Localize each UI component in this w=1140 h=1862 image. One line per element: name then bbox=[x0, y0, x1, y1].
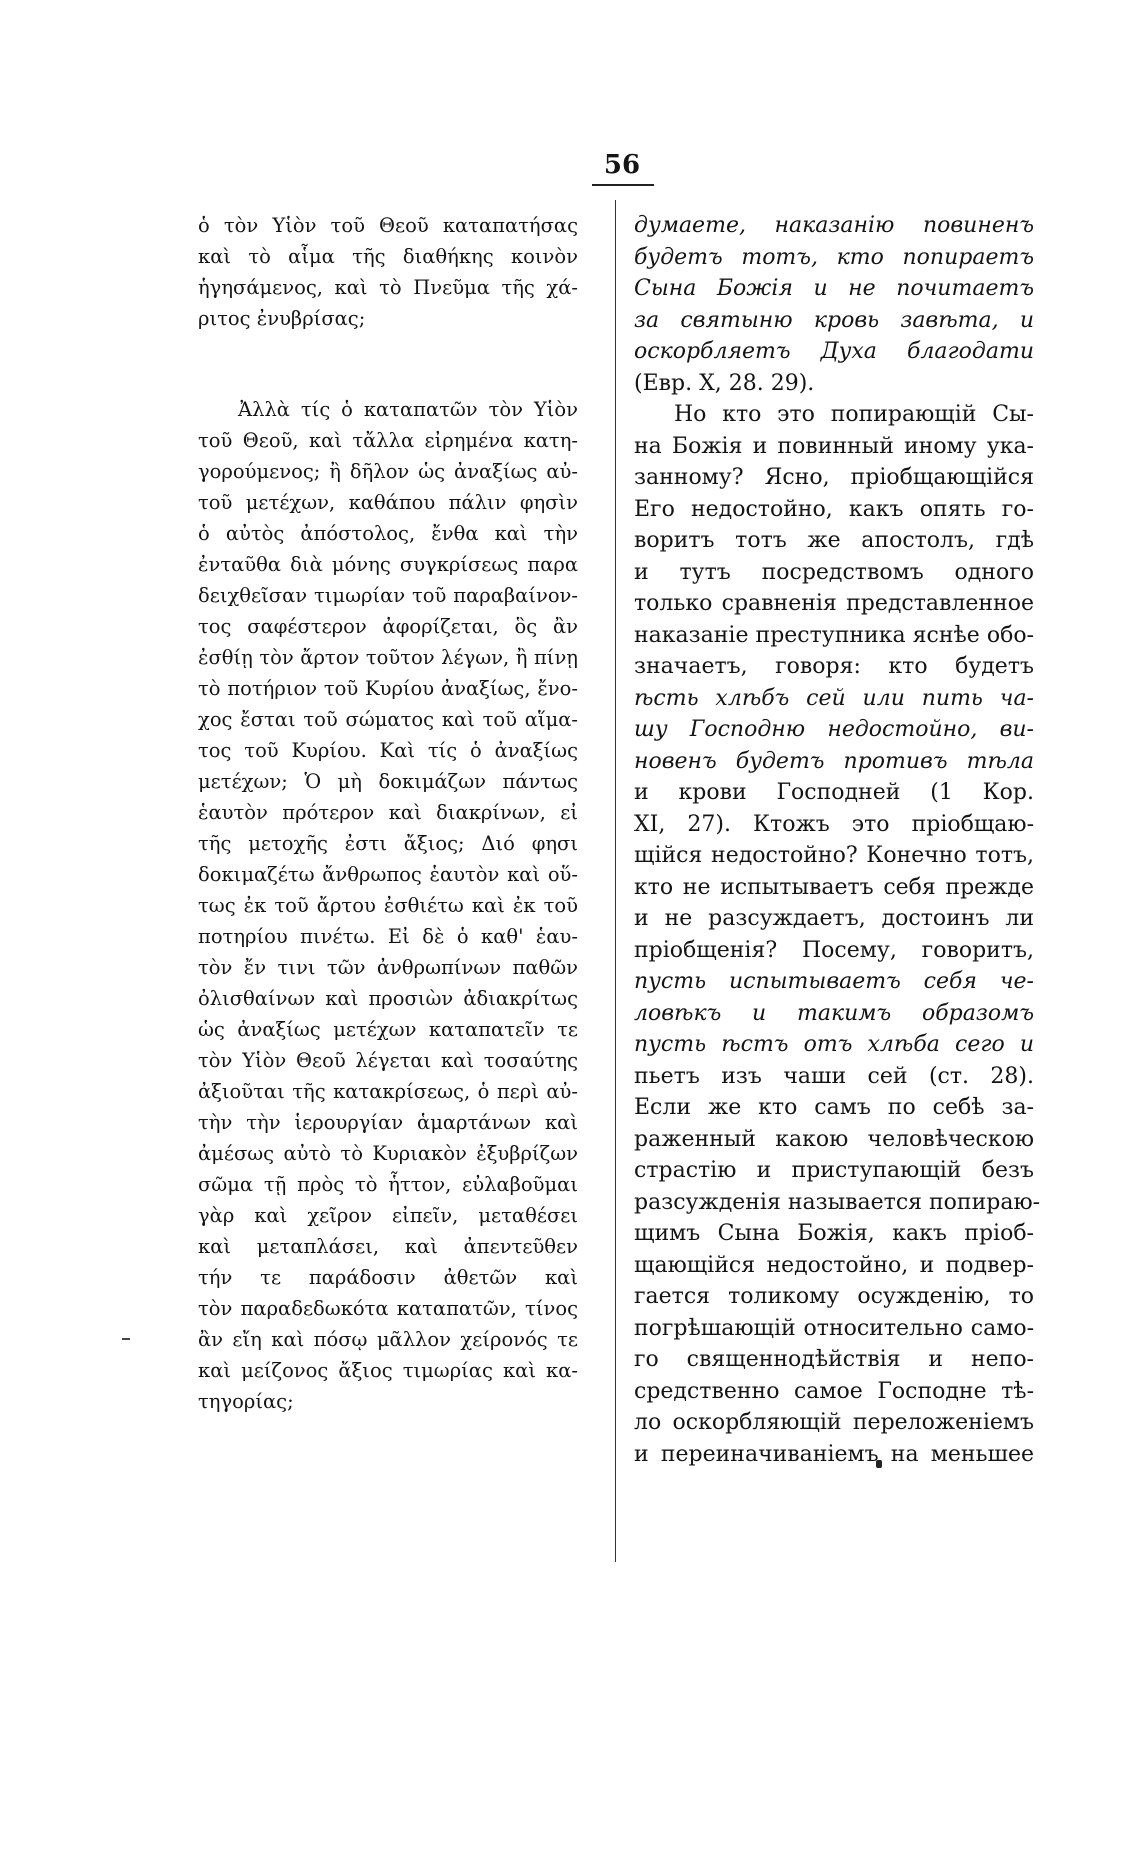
greek-line: μετέχων; Ὁ μὴ δοκιμάζων πάντως bbox=[198, 770, 578, 793]
russian-line: за святыню кровь завѣта, и bbox=[634, 307, 1034, 333]
page-number-rule bbox=[592, 184, 654, 186]
russian-line: значаетъ, говоря: кто будетъ bbox=[634, 654, 1034, 679]
russian-line: новенъ будетъ противъ тѣла bbox=[634, 748, 1034, 774]
russian-line: щимъ Сына Божія, какъ пріоб- bbox=[634, 1221, 1034, 1246]
russian-line: раженный какою человѣческою bbox=[634, 1126, 1034, 1152]
russian-line: XI, 27). Ктожъ это пріобщаю- bbox=[634, 811, 1034, 837]
russian-line: Его недостойно, какъ опять го- bbox=[634, 496, 1034, 522]
greek-line: ἀξιοῦται τῆς κατακρίσεως, ὁ περὶ αὐ- bbox=[198, 1080, 578, 1103]
greek-line: τὸν ἔν τινι τῶν ἀνθρωπίνων παθῶν bbox=[198, 956, 578, 979]
greek-line: τος τοῦ Κυρίου. Καὶ τίς ὁ ἀναξίως bbox=[198, 739, 578, 762]
russian-line: щающійся недостойно, и подвер- bbox=[634, 1252, 1034, 1278]
russian-line: го священнодѣйствія и непо- bbox=[634, 1347, 1034, 1372]
greek-line: τὸν Υἱὸν Θεοῦ λέγεται καὶ τοσαύτης bbox=[198, 1049, 578, 1072]
russian-line: и не разсуждаетъ, достоинъ ли bbox=[634, 906, 1034, 931]
greek-line: τοῦ μετέχων, καθάπου πάλιν φησὶν bbox=[198, 491, 578, 514]
russian-line: шу Господню недостойно, ви- bbox=[634, 717, 1034, 742]
russian-line: (Евр. X, 28. 29). bbox=[634, 370, 815, 396]
greek-line: καὶ μείζονος ἄξιος τιμωρίας καὶ κα- bbox=[198, 1359, 578, 1382]
greek-line: ὁ τὸν Υἱὸν τοῦ Θεοῦ καταπατήσας bbox=[198, 214, 578, 237]
greek-line: ἐσθίῃ τὸν ἄρτον τοῦτον λέγων, ἢ πίνῃ bbox=[198, 646, 578, 669]
russian-line: средственно самое Господне тѣ- bbox=[634, 1378, 1034, 1404]
russian-line: и тутъ посредствомъ одного bbox=[634, 559, 1034, 585]
russian-line: пьетъ изъ чаши сей (ст. 28). bbox=[634, 1063, 1034, 1089]
russian-line: думаете, наказанію повиненъ bbox=[634, 213, 1034, 238]
greek-paragraph-2 bbox=[198, 394, 578, 1417]
margin-mark bbox=[122, 1338, 130, 1340]
russian-line: пусть испытываетъ себя че- bbox=[634, 969, 1034, 994]
russian-line: оскорбляетъ Духа благодати bbox=[634, 339, 1034, 364]
greek-line: τηγορίας; bbox=[198, 1390, 294, 1413]
greek-line: ἂν εἴη καὶ πόσῳ μᾶλλον χείρονός τε bbox=[198, 1328, 578, 1351]
greek-line: χος ἔσται τοῦ σώματος καὶ τοῦ αἵμα- bbox=[198, 708, 578, 731]
russian-line: ѣсть хлѣбъ сей или пить ча- bbox=[634, 685, 1034, 711]
russian-line: ловѣкъ и такимъ образомъ bbox=[634, 1000, 1034, 1026]
greek-paragraph-1 bbox=[198, 210, 578, 334]
russian-line: страстію и приступающій безъ bbox=[634, 1158, 1034, 1183]
greek-line: ἐνταῦθα διὰ μόνης συγκρίσεως παρα bbox=[198, 553, 578, 576]
greek-line: γορούμενος; ἢ δῆλον ὡς ἀναξίως αὐ- bbox=[198, 460, 578, 483]
paragraph-gap bbox=[198, 334, 578, 394]
russian-line: и переиначиваніемъ на меньшее bbox=[634, 1441, 1034, 1467]
greek-line: γὰρ καὶ χεῖρον εἰπεῖν, μεταθέσει bbox=[198, 1204, 578, 1227]
greek-line: ὡς ἀναξίως μετέχων καταπατεῖν τε bbox=[198, 1018, 578, 1041]
greek-line: τὸ ποτήριον τοῦ Κυρίου ἀναξίως, ἔνο- bbox=[198, 677, 578, 700]
russian-column bbox=[634, 210, 1041, 1470]
russian-line: будетъ тотъ, кто попираетъ bbox=[634, 244, 1034, 270]
greek-line: ἡγησάμενος, καὶ τὸ Πνεῦμα τῆς χά- bbox=[198, 276, 578, 299]
greek-line: Ἀλλὰ τίς ὁ καταπατῶν τὸν Υἱὸν bbox=[238, 398, 578, 421]
greek-column bbox=[198, 210, 578, 1417]
russian-line: Но кто это попирающій Сы- bbox=[674, 402, 1034, 427]
page-number: 56 bbox=[603, 150, 641, 180]
russian-line: погрѣшающій относительно само- bbox=[634, 1315, 1034, 1341]
russian-line: пусть ѣстъ отъ хлѣба сего и bbox=[634, 1032, 1034, 1057]
russian-line: и крови Господней (1 Кор. bbox=[634, 780, 1034, 805]
russian-line: на Божія и повинный иному ука- bbox=[634, 433, 1034, 459]
greek-line: ριτος ἐνυβρίσας; bbox=[198, 307, 366, 330]
greek-line: τος σαφέστερον ἀφορίζεται, ὃς ἂν bbox=[198, 615, 578, 638]
russian-line: щійся недостойно? Конечно тотъ, bbox=[634, 843, 1034, 868]
greek-line: καὶ μεταπλάσει, καὶ ἀπεντεῦθεν bbox=[198, 1235, 578, 1258]
russian-line: Если же кто самъ по себѣ за- bbox=[634, 1095, 1034, 1120]
greek-line: δειχθεῖσαν τιμωρίαν τοῦ παραβαίνον- bbox=[198, 584, 578, 607]
greek-line: τως ἐκ τοῦ ἄρτου ἐσθιέτω καὶ ἐκ τοῦ bbox=[198, 894, 578, 917]
greek-line: καὶ τὸ αἷμα τῆς διαθήκης κοινὸν bbox=[198, 245, 578, 268]
greek-line: τὸν παραδεδωκότα καταπατῶν, τίνος bbox=[198, 1297, 578, 1320]
greek-line: σῶμα τῇ πρὸς τὸ ἧττον, εὐλαβοῦμαι bbox=[198, 1173, 578, 1196]
russian-line: занному? Ясно, пріобщающійся bbox=[634, 465, 1034, 490]
column-divider bbox=[615, 200, 616, 1562]
greek-line: ποτηρίου πινέτω. Εἰ δὲ ὁ καθ' ἑαυ- bbox=[198, 925, 578, 948]
russian-line: пріобщенія? Посему, говоритъ, bbox=[634, 937, 1034, 963]
greek-line: ὀλισθαίνων καὶ προσιὼν ἀδιακρίτως bbox=[198, 987, 578, 1010]
russian-line: Сына Божія и не почитаетъ bbox=[634, 276, 1034, 301]
greek-line: τῆς μετοχῆς ἐστι ἄξιος; Διό φησι bbox=[198, 832, 578, 855]
russian-line: разсужденія называется попираю- bbox=[634, 1189, 1041, 1215]
russian-line: только сравненія представленное bbox=[634, 591, 1034, 616]
russian-line: наказаніе преступника яснѣе обо- bbox=[634, 622, 1034, 648]
greek-line: ἀμέσως αὐτὸ τὸ Κυριακὸν ἐξυβρίζων bbox=[198, 1142, 578, 1165]
russian-line: кто не испытываетъ себя прежде bbox=[634, 874, 1034, 900]
greek-line: τὴν τὴν ἱερουργίαν ἁμαρτάνων καὶ bbox=[198, 1111, 578, 1134]
russian-line: воритъ тотъ же апостолъ, гдѣ bbox=[634, 528, 1034, 553]
greek-line: ὁ αὐτὸς ἀπόστολος, ἔνθα καὶ τὴν bbox=[198, 522, 578, 545]
greek-line: ἑαυτὸν πρότερον καὶ διακρίνων, εἰ bbox=[198, 801, 578, 824]
greek-line: δοκιμαζέτω ἄνθρωπος ἑαυτὸν καὶ οὕ- bbox=[198, 863, 578, 886]
greek-line: τήν τε παράδοσιν ἀθετῶν καὶ bbox=[198, 1266, 578, 1289]
russian-line: ло оскорбляющій переложеніемъ bbox=[634, 1410, 1034, 1435]
greek-line: τοῦ Θεοῦ, καὶ τἄλλα εἰρημένα κατη- bbox=[198, 429, 578, 452]
russian-line: гается толикому осужденію, то bbox=[634, 1284, 1034, 1309]
